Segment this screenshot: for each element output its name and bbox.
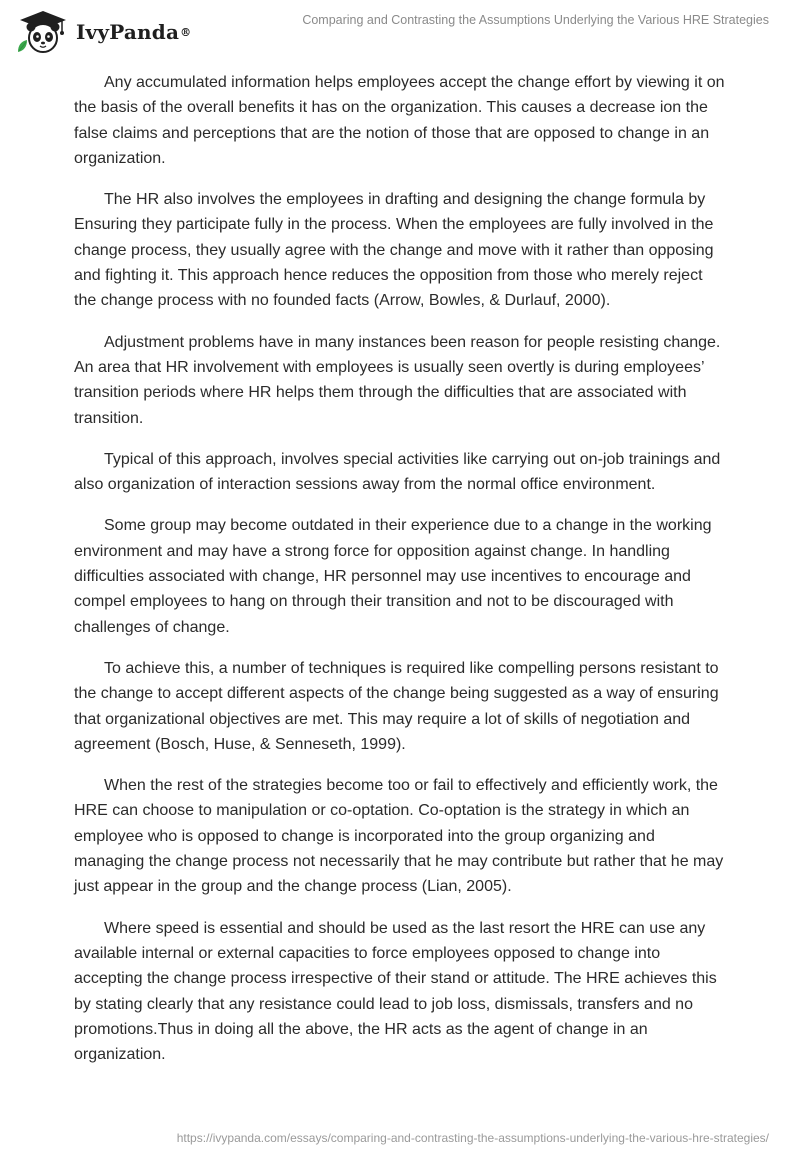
source-url-link[interactable]: https://ivypanda.com/essays/comparing-and-contrasting-the-assumptions-underlying-the-various-hre-strategies/: [176, 1131, 769, 1145]
paragraph: Any accumulated information helps employees accept the change effort by viewing it on the basis of the overall benefits it has on the organization. This causes a decrease ion the false claims and perceptions that are the notion of those that are opposed to change in an organization.: [74, 74, 725, 167]
paragraph: Adjustment problems have in many instances been reason for people resisting change. An area that HR involvement with employees is usually seen overtly is during employees’ transition periods where HR helps them through the difficulties that are associated with transition.: [74, 333, 721, 427]
page-header: [0, 0, 800, 70]
paragraph: Typical of this approach, involves special activities like carrying out on-job trainings and also organization of interaction sessions away from the normal office environment.: [74, 450, 721, 494]
paragraph: To achieve this, a number of techniques is required like compelling persons resistant to the change to accept different aspects of the change being suggested as a way of ensuring that organizational objectives are met. This may require a lot of skills of negotiation and agreement (Bosch, Huse, & Senneseth, 1999).: [74, 659, 719, 753]
panda-graduate-icon: [14, 8, 72, 56]
ivypanda-logo[interactable]: [14, 8, 191, 56]
paragraph: When the rest of the strategies become too or fail to effectively and efficiently work, the HRE can choose to manipulation or co-optation. Co-optation is the strategy in which an employee who is opposed to change is incorporated into the group organizing and managing the change process not necessarily that he may contribute but rather that he may just appear in the group and the change process (Lian, 2005).: [74, 777, 724, 896]
paragraph: Where speed is essential and should be used as the last resort the HRE can use any available internal or external capacities to force employees opposed to change into accepting the change process irrespective of their stand or attitude. The HRE achieves this by stating clearly that any resistance could lead to job loss, dismissals, transfers and no promotions.Thus in doing all the above, the HR acts as the agent of change in an organization.: [74, 919, 717, 1064]
paragraph: Some group may become outdated in their experience due to a change in the working environment and may have a strong force for opposition against change. In handling difficulties associated with change, HR personnel may use incentives to encourage and compel employees to hang on through their transition and not to be discouraged with challenges of change.: [74, 517, 712, 636]
brand-registered-mark: ®: [180, 25, 192, 39]
essay-body: [74, 70, 728, 1083]
document-title: Comparing and Contrasting the Assumptions Underlying the Various HRE Strategies: [302, 13, 769, 27]
paragraph: The HR also involves the employees in drafting and designing the change formula by Ensuring they participate fully in the process. When the employees are fully involved in the change process, they usually agree with the change and move with it rather than opposing and fighting it. This approach hence reduces the opposition from those who merely reject the change process with no founded facts (Arrow, Bowles, & Durlauf, 2000).: [74, 191, 714, 310]
brand-name: IvyPanda: [76, 20, 180, 44]
